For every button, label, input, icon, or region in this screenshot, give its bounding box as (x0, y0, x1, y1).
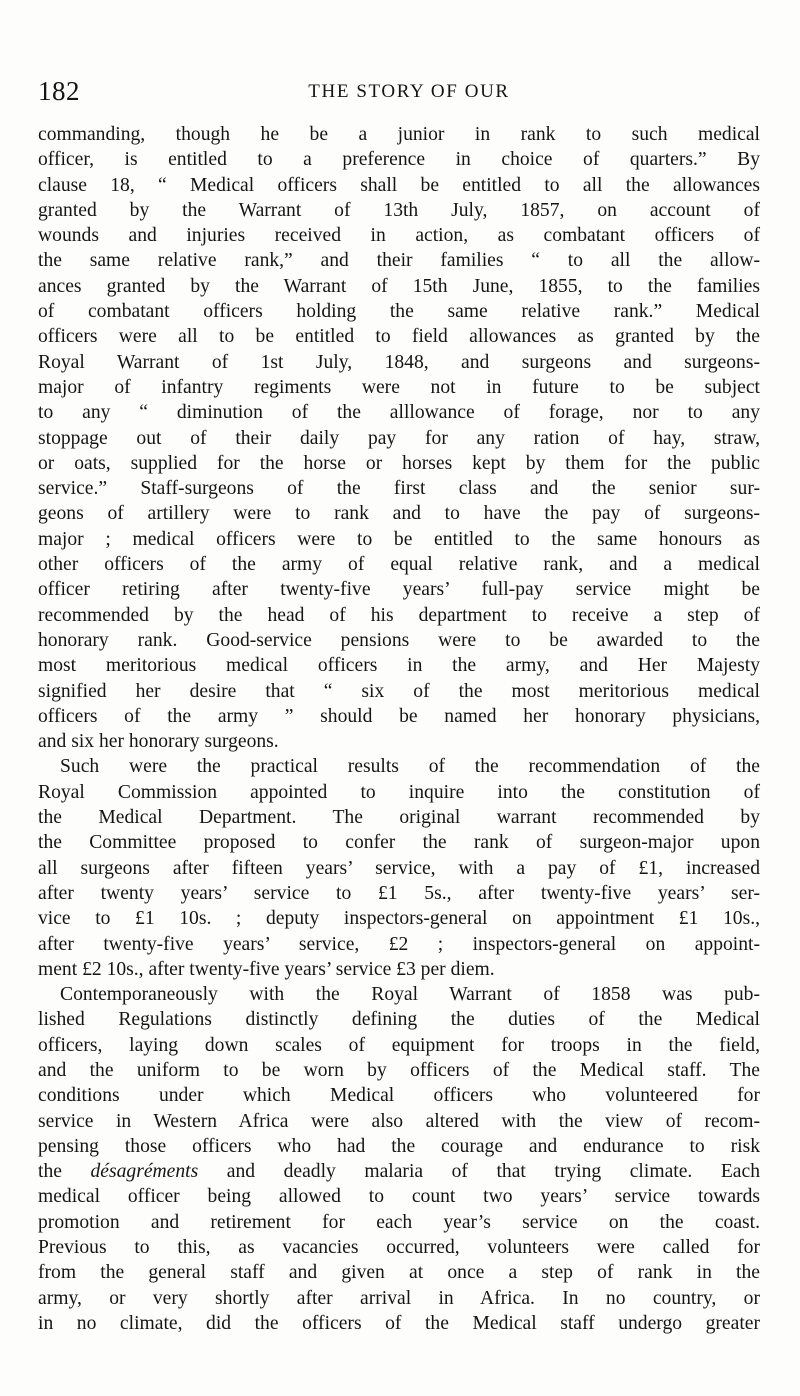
text-line: major ; medical officers were to be entitled to the same honours as (38, 528, 760, 550)
text-line: lished Regulations distinctly defining the duties of the Medical (38, 1009, 760, 1031)
text-line: geons of artillery were to rank and to have the pay of surgeons- (38, 503, 760, 525)
text-line: promotion and retirement for each year’s service on the coast. (38, 1211, 760, 1233)
running-head-title: THE STORY OF OUR (308, 81, 510, 102)
text-line: all surgeons after fifteen years’ service, with a pay of £1, increased (38, 857, 760, 879)
text-line: the Committee proposed to confer the rank of surgeon-major upon (38, 832, 760, 854)
text-line: most meritorious medical officers in the army, and Her Majesty (38, 655, 760, 677)
running-head (38, 76, 760, 106)
text-line: officer, is entitled to a preference in choice of quarters.” By (38, 149, 760, 171)
text-line: the same relative rank,” and their families “ to all the allow- (38, 250, 760, 272)
text-line: of combatant officers holding the same relative rank.” Medical (38, 301, 760, 323)
text-line: the désagréments and deadly malaria of that trying climate. Each (38, 1161, 760, 1183)
text-line: officers were all to be entitled to field allowances as granted by the (38, 326, 760, 348)
text-line: ment £2 10s., after twenty-five years’ service £3 per diem. (38, 958, 495, 980)
text-line: in no climate, did the officers of the Medical staff undergo greater (38, 1312, 760, 1334)
text-line: commanding, though he be a junior in rank to such medical (38, 124, 760, 145)
page-number: 182 (38, 76, 80, 106)
paragraph (38, 122, 760, 754)
text-line: or oats, supplied for the horse or horses kept by them for the public (38, 452, 760, 474)
text-line: officers of the army ” should be named her honorary physicians, (38, 705, 760, 727)
paragraph (38, 982, 760, 1336)
text-line: signified her desire that “ six of the most meritorious medical (38, 680, 760, 702)
text-line: honorary rank. Good-service pensions were to be awarded to the (38, 629, 760, 651)
text-line: ances granted by the Warrant of 15th June, 1855, to the families (38, 275, 760, 297)
text-line: and the uniform to be worn by officers of the Medical staff. The (38, 1059, 760, 1081)
text-line: service in Western Africa were also altered with the view of recom- (38, 1110, 760, 1132)
text-line: medical officer being allowed to count two years’ service towards (38, 1186, 760, 1208)
text-line: Royal Commission appointed to inquire into the constitution of (38, 781, 760, 803)
text-line: to any “ diminution of the alllowance of forage, nor to any (38, 402, 760, 424)
text-line: major of infantry regiments were not in future to be subject (38, 376, 760, 398)
text-line: Contemporaneously with the Royal Warrant of 1858 was pub- (60, 984, 760, 1006)
paragraph (38, 754, 760, 982)
text-line: officers, laying down scales of equipment for troops in the field, (38, 1034, 760, 1056)
text-line: stoppage out of their daily pay for any ration of hay, straw, (38, 427, 760, 449)
text-line: from the general staff and given at once a step of rank in the (38, 1262, 760, 1284)
text-line: officer retiring after twenty-five years’ full-pay service might be (38, 579, 760, 601)
text-line: after twenty years’ service to £1 5s., after twenty-five years’ ser- (38, 882, 760, 904)
text-line: vice to £1 10s. ; deputy inspectors-general on appointment £1 10s., (38, 908, 760, 930)
text-line: granted by the Warrant of 13th July, 1857, on account of (38, 199, 760, 221)
body-text (38, 122, 760, 1336)
text-line: clause 18, “ Medical officers shall be entitled to all the allowances (38, 174, 760, 196)
text-line: army, or very shortly after arrival in Africa. In no country, or (38, 1287, 760, 1309)
text-line: other officers of the army of equal relative rank, and a medical (38, 554, 760, 576)
text-line: Previous to this, as vacancies occurred, volunteers were called for (38, 1237, 760, 1259)
text-line: and six her honorary surgeons. (38, 731, 279, 753)
text-line: wounds and injuries received in action, as combatant officers of (38, 225, 760, 247)
text-line: pensing those officers who had the courage and endurance to risk (38, 1135, 760, 1157)
text-line: after twenty-five years’ service, £2 ; inspectors-general on appoint- (38, 933, 760, 955)
text-line: the Medical Department. The original warrant recommended by (38, 807, 760, 829)
text-line: Royal Warrant of 1st July, 1848, and surgeons and surgeons- (38, 351, 760, 373)
text-line: service.” Staff-surgeons of the first class and the senior sur- (38, 478, 760, 500)
text-line: Such were the practical results of the recommendation of the (60, 756, 760, 778)
text-line: recommended by the head of his department to receive a step of (38, 604, 760, 626)
text-line: conditions under which Medical officers who volunteered for (38, 1085, 760, 1107)
